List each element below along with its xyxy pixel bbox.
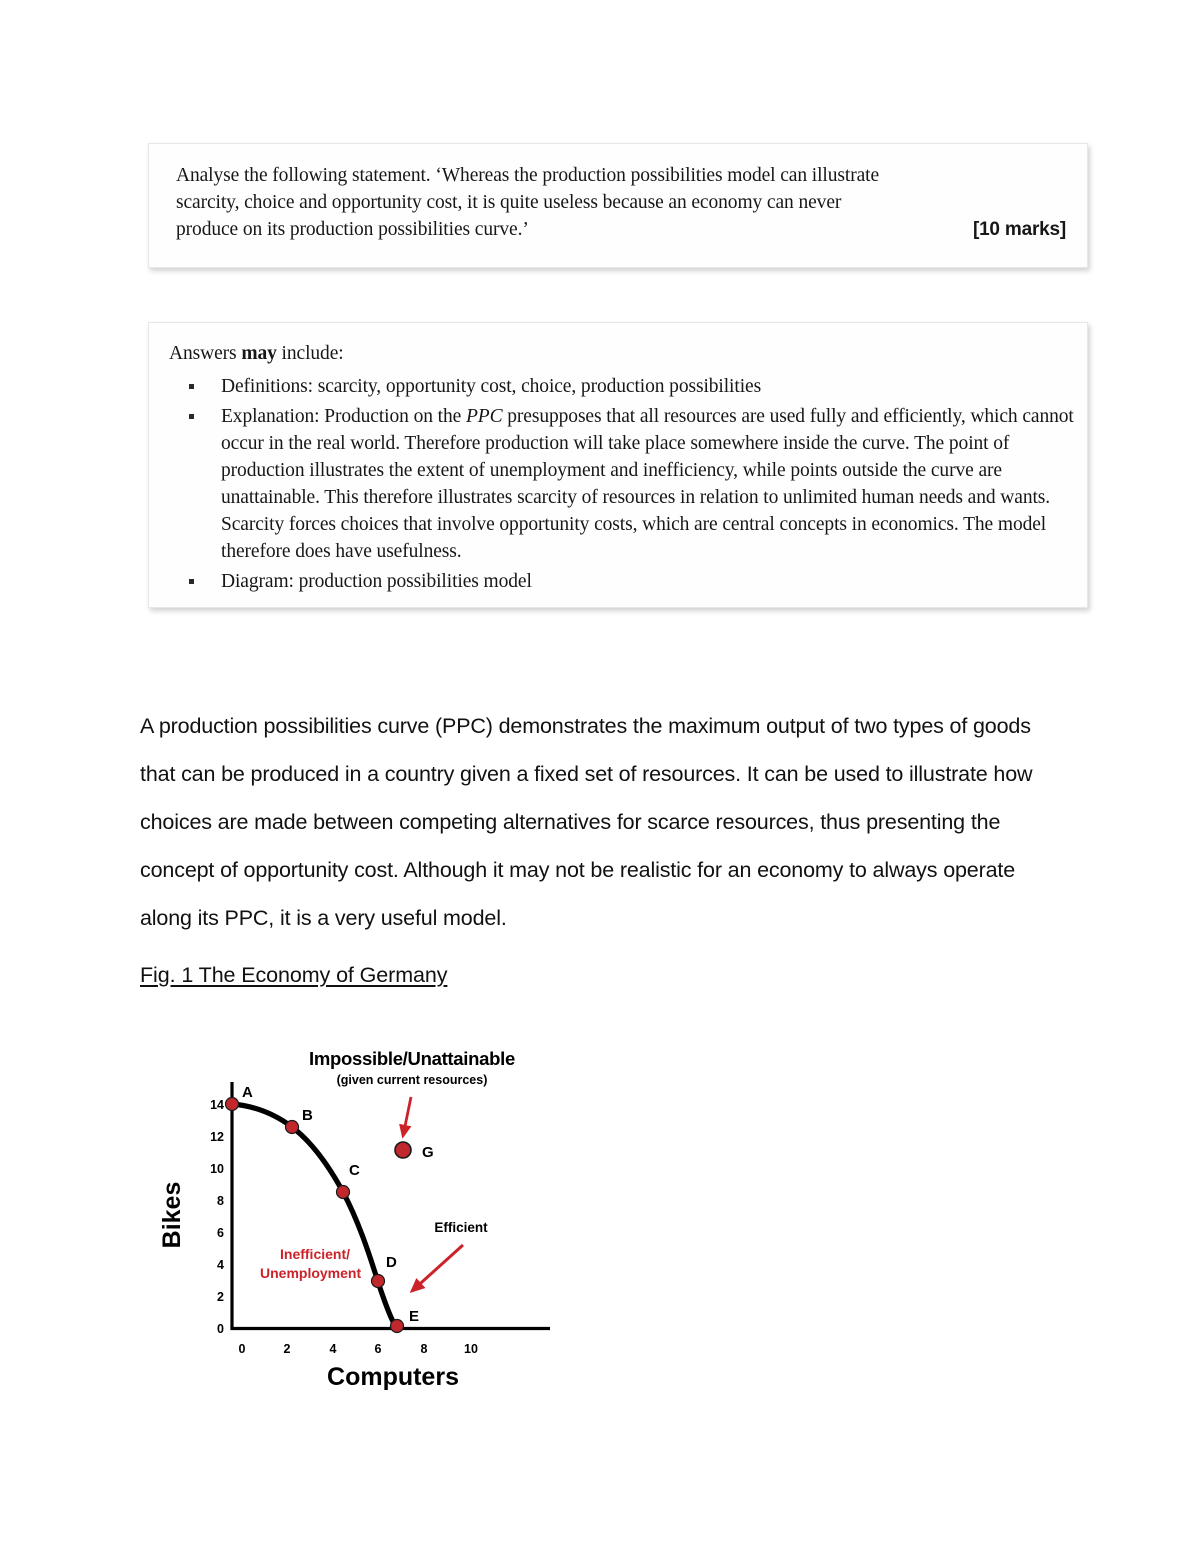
- x-tick-0: 0: [238, 1342, 246, 1356]
- annotation-impossible-subtitle: (given current resources): [336, 1073, 488, 1087]
- question-line-3: [176, 216, 1066, 243]
- y-tick-2: 2: [217, 1290, 224, 1304]
- x-tick-6: 6: [374, 1342, 382, 1356]
- y-tick-8: 8: [217, 1194, 224, 1208]
- data-point-D: [372, 1275, 385, 1288]
- bullet-1-italic-ppc: PPC: [465, 406, 503, 427]
- answers-bullet-list: [169, 373, 1074, 595]
- marks-label: [10 marks]: [972, 219, 1066, 240]
- y-tick-labels: [210, 1098, 224, 1336]
- point-label-G: G: [422, 1144, 434, 1161]
- question-line-2: scarcity, choice and opportunity cost, it is quite useless because an economy can never: [176, 192, 842, 213]
- y-tick-10: 10: [210, 1162, 224, 1176]
- x-tick-8: 8: [420, 1342, 428, 1356]
- y-tick-4: 4: [217, 1258, 224, 1272]
- x-tick-2: 2: [283, 1342, 291, 1356]
- answers-scan-box: [148, 322, 1088, 608]
- point-label-A: A: [242, 1084, 253, 1101]
- annotation-inefficient-line2: Unemployment: [260, 1265, 362, 1281]
- data-point-G: [395, 1142, 411, 1158]
- ppc-data-points: [226, 1098, 404, 1333]
- x-tick-10: 10: [464, 1342, 478, 1356]
- y-axis-title: Bikes: [158, 1181, 186, 1249]
- y-tick-14: 14: [210, 1098, 224, 1112]
- bullet-1-pre: Explanation: Production on the: [221, 406, 466, 427]
- answers-text-block: [169, 340, 1074, 598]
- ppc-curve: [232, 1104, 395, 1325]
- answers-intro-suffix: include:: [276, 343, 344, 364]
- annotation-impossible-title: Impossible/Unattainable: [309, 1048, 515, 1069]
- body-paragraph: A production possibilities curve (PPC) demonstrates the maximum output of two types of goods that can be produced in a country given a fixed set of resources. It can be used to illustrate how choices are made between competing alternatives for scarce resources, thus presenting the concept of opportunity cost. Although it may not be realistic for an economy to always operate along its PPC, it is a very useful model.: [140, 714, 1033, 930]
- answers-intro: [169, 340, 1074, 367]
- data-point-B: [286, 1121, 299, 1134]
- ppc-point-labels: [242, 1084, 419, 1325]
- x-axis-title: Computers: [327, 1363, 459, 1391]
- question-line-3-text: produce on its production possibilities curve.’: [176, 219, 529, 240]
- x-tick-4: 4: [329, 1342, 337, 1356]
- data-point-C: [337, 1186, 350, 1199]
- answers-bullet-definitions: [169, 373, 1074, 400]
- data-point-E: [391, 1320, 404, 1333]
- question-line-1: Analyse the following statement. ‘Whereas the production possibilities model can illustrate: [176, 165, 880, 186]
- question-text-block: [176, 162, 1066, 243]
- y-tick-12: 12: [210, 1130, 224, 1144]
- answers-intro-prefix: Answers: [169, 343, 242, 364]
- impossible-arrow-icon: [403, 1097, 411, 1136]
- y-tick-6: 6: [217, 1226, 224, 1240]
- y-tick-0: 0: [217, 1322, 224, 1336]
- bullet-2-pre: Diagram: production possibilities model: [221, 571, 532, 592]
- annotation-inefficient-line1: Inefficient/: [280, 1246, 351, 1262]
- answers-bullet-explanation: [169, 403, 1074, 565]
- figure-caption: Fig. 1 The Economy of Germany: [140, 963, 448, 987]
- annotation-efficient-label: Efficient: [434, 1220, 488, 1235]
- bullet-1-post: presupposes that all resources are used fully and efficiently, which cannot occur in the real world. Therefore production will take place somewhere inside the curve. The point of production illustrates the extent of unemployment and inefficiency, while points outside the curve are unattainable. This therefore illustrates scarcity of resources in relation to unlimited human needs and wants. Scarcity forces choices that involve opportunity costs, which are central concepts in economics. The model therefore does have usefulness.: [221, 406, 1074, 562]
- point-label-C: C: [349, 1162, 360, 1179]
- point-label-B: B: [302, 1107, 313, 1124]
- point-label-D: D: [386, 1254, 397, 1271]
- data-point-A: [226, 1098, 239, 1111]
- bullet-0-pre: Definitions: scarcity, opportunity cost, choice, production possibilities: [221, 376, 762, 397]
- ppc-chart-svg: [150, 1040, 580, 1395]
- ppc-chart-figure: [150, 1040, 580, 1395]
- question-scan-box: [148, 143, 1088, 268]
- answers-bullet-diagram: [169, 568, 1074, 595]
- x-tick-labels: [239, 1342, 478, 1356]
- answers-intro-bold: may: [241, 343, 277, 364]
- point-label-E: E: [409, 1308, 420, 1325]
- efficient-arrow-icon: [412, 1245, 463, 1291]
